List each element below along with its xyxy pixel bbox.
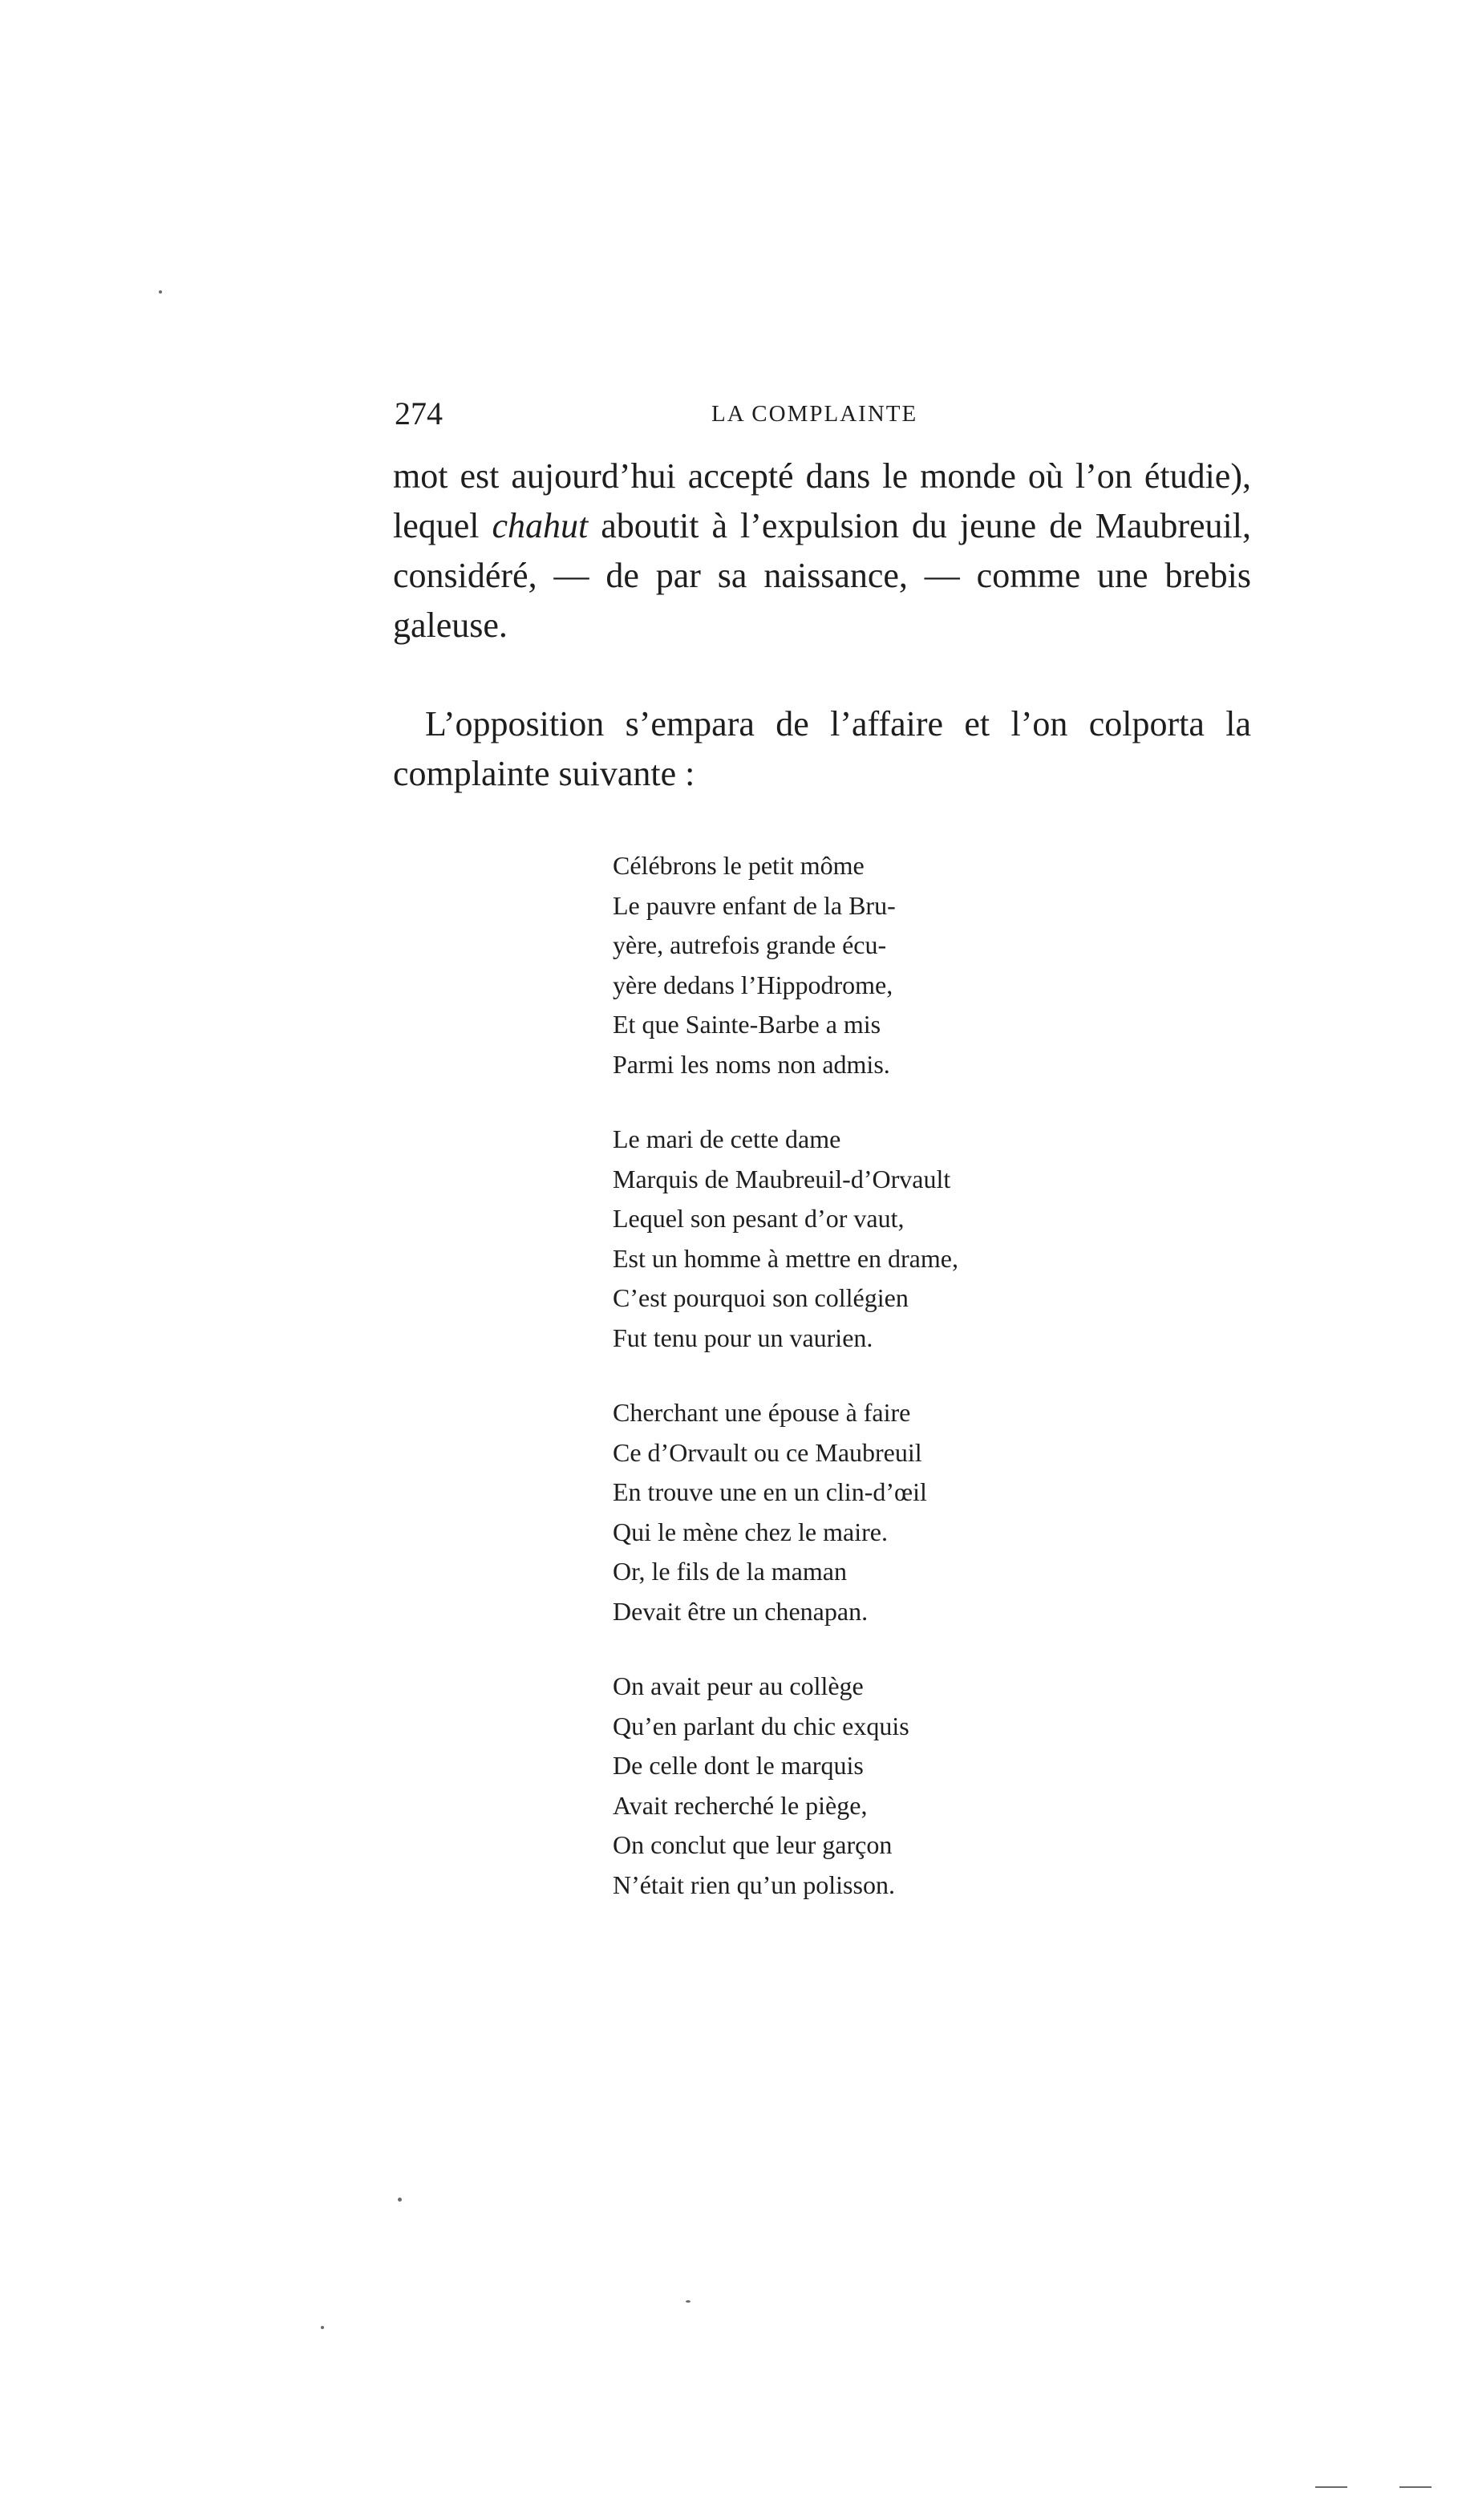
verse-line: De celle dont le marquis xyxy=(613,1751,864,1780)
verse-line: Le pauvre enfant de la Bru- xyxy=(613,890,896,920)
stanza-4 xyxy=(613,1667,1062,1905)
verse-line: yère, autrefois grande écu- xyxy=(613,930,887,959)
scan-speck xyxy=(398,2198,402,2202)
scan-speck xyxy=(321,2326,324,2329)
paragraph-1 xyxy=(393,452,1251,650)
text-line: mot est aujourd’hui accepté dans le monde où l’on étudie), xyxy=(393,456,1251,496)
verse-line: Marquis de Maubreuil-d’Orvault xyxy=(613,1164,951,1193)
verse-line: Qui le mène chez le maire. xyxy=(613,1517,888,1546)
verse-line: En trouve une en un clin-d’œil xyxy=(613,1477,927,1506)
verse-line: yère dedans l’Hippodrome, xyxy=(613,970,893,999)
verse-line: N’était rien qu’un polisson. xyxy=(613,1870,895,1899)
verse-line: Avait recherché le piège, xyxy=(613,1790,868,1820)
text-line: galeuse. xyxy=(393,606,508,645)
complainte-poem xyxy=(613,846,1062,1940)
scan-speck xyxy=(159,290,162,294)
verse-line: On conclut que leur garçon xyxy=(613,1830,893,1859)
verse-line: Qu’en parlant du chic exquis xyxy=(613,1711,909,1740)
verse-line: Fut tenu pour un vaurien. xyxy=(613,1323,873,1352)
verse-line: Devait être un chenapan. xyxy=(613,1596,869,1626)
stanza-3 xyxy=(613,1393,1062,1631)
text-segment: lequel xyxy=(393,506,492,545)
text-line: complainte suivante : xyxy=(393,754,695,793)
running-head xyxy=(395,390,1253,438)
text-line: L’opposition s’empara de l’affaire et l’on colporta la xyxy=(425,704,1251,743)
verse-line: Parmi les noms non admis. xyxy=(613,1049,890,1079)
verse-line: On avait peur au collège xyxy=(613,1671,864,1700)
verse-line: Cherchant une épouse à faire xyxy=(613,1398,911,1427)
text-line: considéré, — de par sa naissance, — comme une brebis xyxy=(393,556,1251,595)
stanza-1 xyxy=(613,846,1062,1084)
running-title: LA COMPLAINTE xyxy=(711,401,918,427)
italic-word: chahut xyxy=(492,506,589,545)
verse-line: Et que Sainte-Barbe a mis xyxy=(613,1010,881,1039)
verse-line: C’est pourquoi son collégien xyxy=(613,1283,909,1312)
verse-line: Est un homme à mettre en drame, xyxy=(613,1243,958,1273)
text-line xyxy=(393,501,1251,551)
verse-line: Lequel son pesant d’or vaut, xyxy=(613,1204,905,1233)
scan-speck xyxy=(686,2300,691,2303)
verse-line: Ce d’Orvault ou ce Maubreuil xyxy=(613,1437,922,1467)
stanza-2 xyxy=(613,1120,1062,1358)
verse-line: Le mari de cette dame xyxy=(613,1124,841,1153)
verse-line: Célébrons le petit môme xyxy=(613,851,865,880)
scan-speck xyxy=(1315,2486,1347,2488)
verse-line: Or, le fils de la maman xyxy=(613,1557,847,1586)
scan-speck xyxy=(1399,2486,1432,2488)
paragraph-2 xyxy=(393,699,1251,799)
text-segment: aboutit à l’expulsion du jeune de Maubreuil, xyxy=(588,506,1251,545)
page-number: 274 xyxy=(395,395,443,431)
